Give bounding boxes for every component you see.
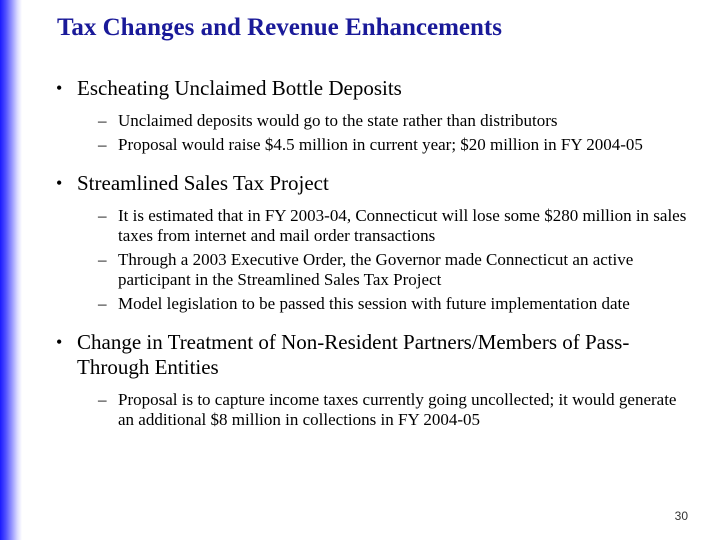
sub-item <box>56 135 696 155</box>
sub-item <box>56 390 696 430</box>
sub-item-text: Unclaimed deposits would go to the state rather than distributors <box>118 111 558 130</box>
sub-item-text: It is estimated that in FY 2003-04, Connecticut will lose some $280 million in sales taxes from internet and mail order transactions <box>118 206 687 245</box>
sub-item-text: Model legislation to be passed this session with future implementation date <box>118 294 630 313</box>
bullet-3-subitems <box>56 390 696 430</box>
bullet-3-text: Change in Treatment of Non-Resident Partners/Members of Pass-Through Entities <box>77 330 630 379</box>
sub-item <box>56 111 696 131</box>
page-number: 30 <box>674 509 688 523</box>
bullet-1 <box>56 76 696 101</box>
sub-item <box>56 206 696 246</box>
dash-icon: – <box>98 111 107 130</box>
dash-icon: – <box>98 390 107 409</box>
bullet-dot-icon: • <box>56 173 63 193</box>
dash-icon: – <box>98 206 107 225</box>
sub-item <box>56 250 696 290</box>
bullet-dot-icon: • <box>56 78 63 98</box>
slide-title: Tax Changes and Revenue Enhancements <box>57 14 502 41</box>
sub-item <box>56 294 696 314</box>
bullet-2-text: Streamlined Sales Tax Project <box>77 171 329 195</box>
bullet-3 <box>56 330 696 380</box>
sub-item-text: Proposal is to capture income taxes currently going uncollected; it would generate an additional $8 million in collections in FY 2004-05 <box>118 390 677 429</box>
bullet-dot-icon: • <box>56 332 63 352</box>
dash-icon: – <box>98 294 107 313</box>
bullet-1-text: Escheating Unclaimed Bottle Deposits <box>77 76 402 100</box>
sub-item-text: Through a 2003 Executive Order, the Governor made Connecticut an active participant in the Streamlined Sales Tax Project <box>118 250 634 289</box>
slide-content <box>56 76 696 446</box>
decorative-side-bar <box>0 0 22 540</box>
bullet-1-subitems <box>56 111 696 155</box>
bullet-2 <box>56 171 696 196</box>
dash-icon: – <box>98 135 107 154</box>
bullet-2-subitems <box>56 206 696 314</box>
dash-icon: – <box>98 250 107 269</box>
sub-item-text: Proposal would raise $4.5 million in current year; $20 million in FY 2004-05 <box>118 135 643 154</box>
